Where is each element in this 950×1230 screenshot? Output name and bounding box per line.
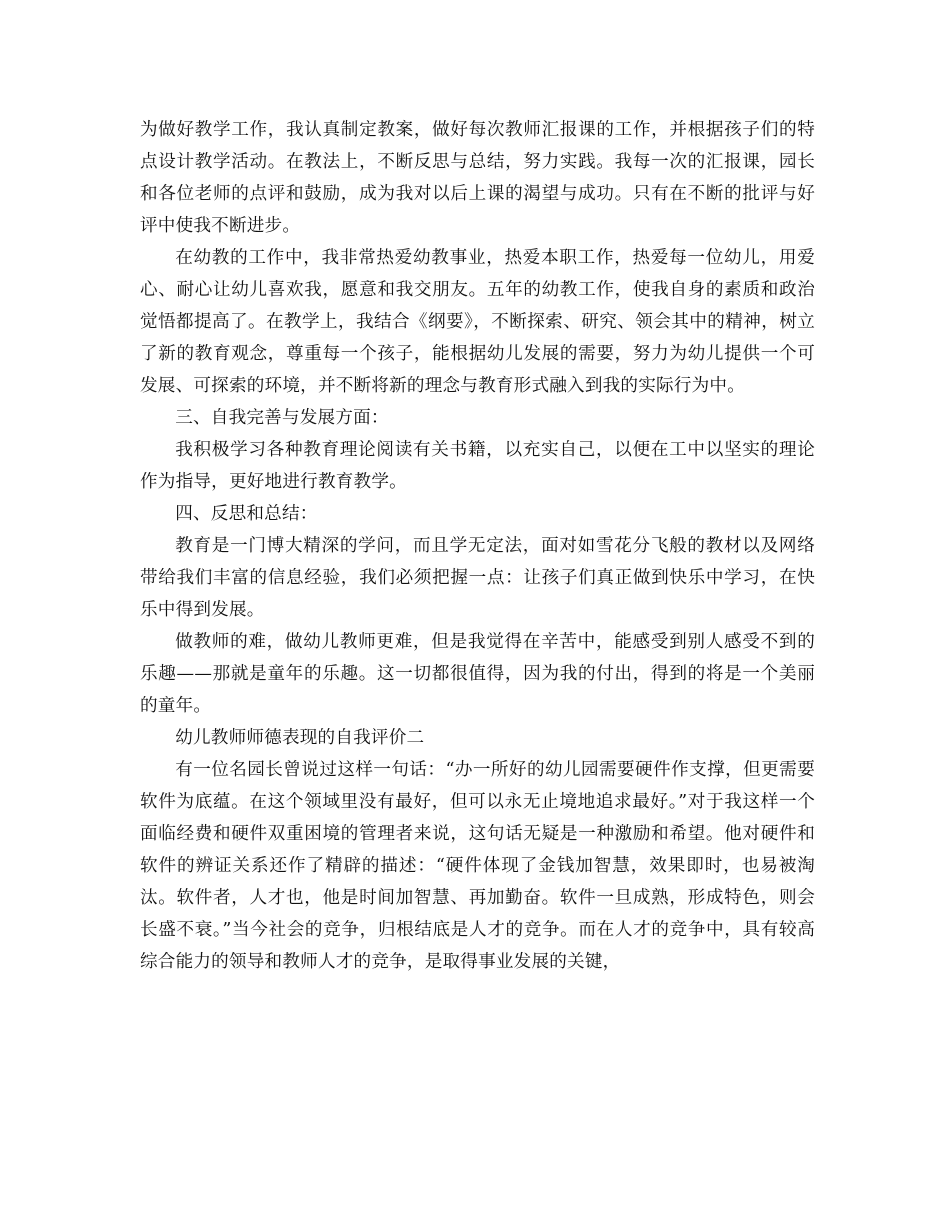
section-title-self-evaluation-two: 幼儿教师师德表现的自我评价二: [175, 728, 425, 748]
document-body: [140, 114, 815, 978]
paragraph-love-of-preschool-education: 在幼教的工作中，我非常热爱幼教事业，热爱本职工作，热爱每一位幼儿，用爱心、耐心让幼儿喜欢我，愿意和我交朋友。五年的幼教工作，使我自身的素质和政治觉悟都提高了。在教学上，我结合《纲要》，不断探索、研究、领会其中的精神，树立了新的教育观念，尊重每一个孩子，能根据幼儿发展的需要，努力为幼儿提供一个可发展、可探索的环境，并不断将新的理念与教育形式融入到我的实际行为中。: [140, 248, 815, 396]
paragraph-teacher-difficulty: 做教师的难，做幼儿教师更难，但是我觉得在辛苦中，能感受到别人感受不到的乐趣——那就是童年的乐趣。这一切都很值得，因为我的付出，得到的将是一个美丽的童年。: [140, 632, 815, 716]
paragraph-study-theory: 我积极学习各种教育理论阅读有关书籍，以充实自己，以便在工中以坚实的理论作为指导，更好地进行教育教学。: [140, 440, 815, 492]
section-heading-self-improvement: 三、自我完善与发展方面：: [175, 408, 389, 428]
paragraph-education-is-profound: 教育是一门博大精深的学问，而且学无定法，面对如雪花分飞般的教材以及网络带给我们丰富的信息经验，我们必须把握一点：让孩子们真正做到快乐中学习，在快乐中得到发展。: [140, 536, 815, 620]
paragraph-teaching-work: 为做好教学工作，我认真制定教案，做好每次教师汇报课的工作，并根据孩子们的特点设计教学活动。在教法上，不断反思与总结，努力实践。我每一次的汇报课，园长和各位老师的点评和鼓励，成为我对以后上课的渴望与成功。只有在不断的批评与好评中使我不断进步。: [140, 120, 815, 236]
paragraph-hardware-software-quote: 有一位名园长曾说过这样一句话：“办一所好的幼儿园需要硬件作支撑，但更需要软件为底蕴。在这个领域里没有最好，但可以永无止境地追求最好。”对于我这样一个面临经费和硬件双重困境的管理者来说，这句话无疑是一种激励和希望。他对硬件和软件的辨证关系还作了精辟的描述：“硬件体现了金钱加智慧，效果即时，也易被淘汰。软件者，人才也，他是时间加智慧、再加勤奋。软件一旦成熟，形成特色，则会长盛不衰。”当今社会的竞争，归根结底是人才的竞争。而在人才的竞争中，具有较高综合能力的领导和教师人才的竞争，是取得事业发展的关键，: [140, 760, 815, 972]
section-heading-reflection-summary: 四、反思和总结：: [175, 504, 318, 524]
